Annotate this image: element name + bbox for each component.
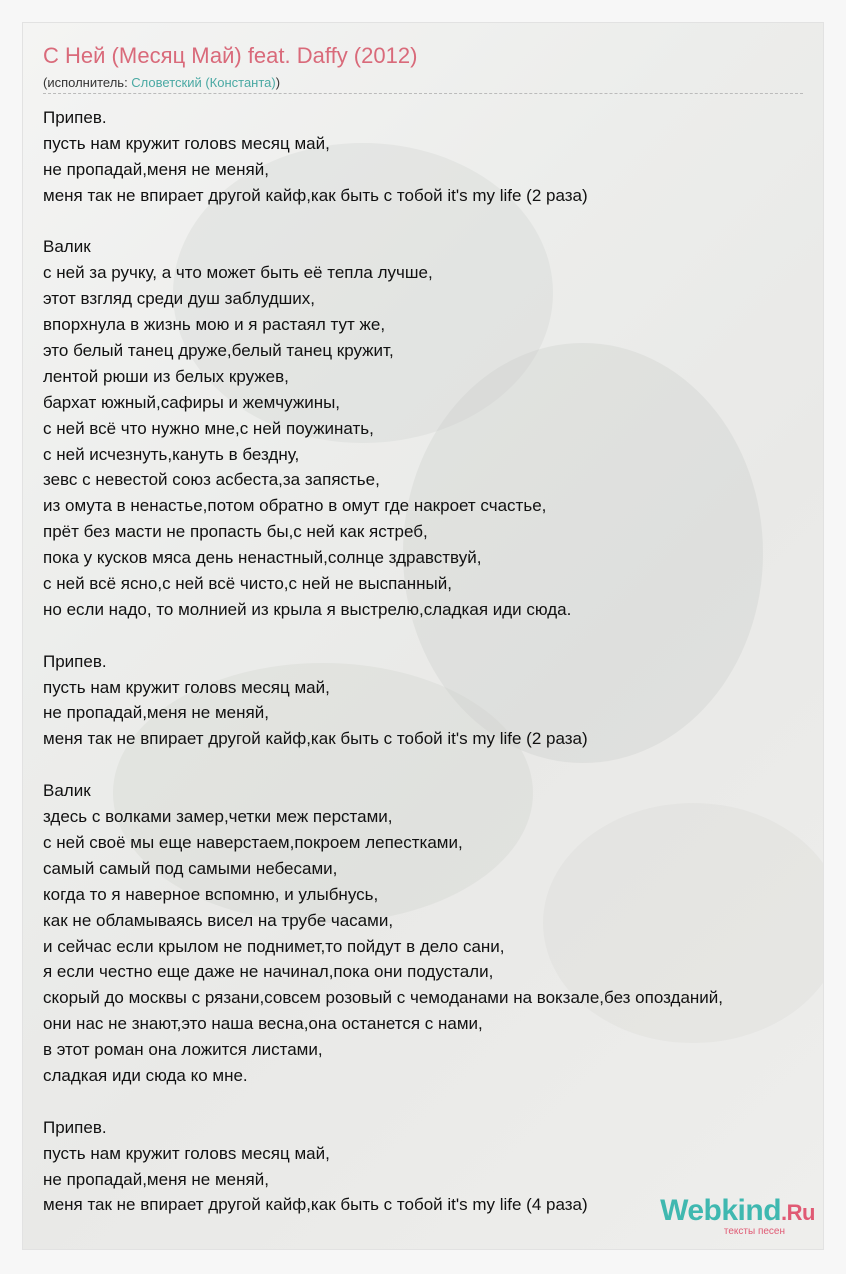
lyrics-line: сладкая иди сюда ко мне.	[43, 1065, 248, 1085]
lyrics-line: Припев.	[43, 651, 107, 671]
lyrics-line: и сейчас если крылом не поднимет,то пойдут в дело сани,	[43, 936, 505, 956]
lyrics-line: самый самый под самыми небесами,	[43, 858, 338, 878]
artist-suffix: )	[275, 75, 281, 90]
lyrics-line: они нас не знают,это наша весна,она останется с нами,	[43, 1014, 483, 1034]
logo-main-text: Webkind	[660, 1194, 782, 1227]
lyrics-body	[43, 105, 824, 1218]
lyrics-line: пусть нам кружит головs месяц май,	[43, 133, 330, 153]
logo-tld: .Ru	[781, 1200, 815, 1225]
lyrics-blank-line	[43, 752, 824, 778]
artist-link[interactable]: Словетский (Константа)	[131, 75, 276, 90]
lyrics-blank-line	[43, 209, 824, 235]
lyrics-line: с ней за ручку, а что может быть её тепла лучше,	[43, 263, 433, 283]
lyrics-line: бархат южный,сафиры и жемчужины,	[43, 392, 341, 412]
logo-subtitle: тексты песен	[723, 1226, 785, 1237]
lyrics-card	[22, 22, 824, 1250]
lyrics-line: с ней своё мы еще наверстаем,покроем лепестками,	[43, 832, 463, 852]
lyrics-line: меня так не впирает другой кайф,как быть с тобой it's my life (2 раза)	[43, 729, 588, 749]
lyrics-line: как не обламываясь висел на трубе часами,	[43, 910, 394, 930]
lyrics-line: из омута в ненастье,потом обратно в омут где накроет счастье,	[43, 496, 547, 516]
lyrics-blank-line	[43, 623, 824, 649]
lyrics-line: пусть нам кружит головs месяц май,	[43, 1143, 330, 1163]
lyrics-line: пока у кусков мяса день ненастный,солнце здравствуй,	[43, 548, 482, 568]
lyrics-line: лентой рюши из белых кружев,	[43, 366, 289, 386]
lyrics-line: с ней всё что нужно мне,с ней поужинать,	[43, 418, 374, 438]
lyrics-line: впорхнула в жизнь мою и я растаял тут же,	[43, 315, 386, 335]
lyrics-line: я если честно еще даже не начинал,пока они подустали,	[43, 962, 494, 982]
artist-line	[43, 75, 280, 90]
lyrics-line: пусть нам кружит головs месяц май,	[43, 677, 330, 697]
lyrics-line: не пропадай,меня не меняй,	[43, 159, 269, 179]
lyrics-line: когда то я наверное вспомню, и улыбнусь,	[43, 884, 379, 904]
lyrics-line: здесь с волками замер,четки меж перстами,	[43, 807, 393, 827]
lyrics-line: этот взгляд среди душ заблудших,	[43, 289, 316, 309]
lyrics-line: в этот роман она ложится листами,	[43, 1040, 323, 1060]
divider	[43, 93, 803, 94]
lyrics-line: Валик	[43, 781, 91, 801]
lyrics-line: не пропадай,меня не меняй,	[43, 703, 269, 723]
lyrics-line: Припев.	[43, 1117, 107, 1137]
lyrics-line: с ней всё ясно,с ней всё чисто,с ней не выспанный,	[43, 574, 452, 594]
lyrics-line: зевс с невестой союз асбеста,за запястье,	[43, 470, 380, 490]
lyrics-line: Припев.	[43, 108, 107, 127]
lyrics-line: скорый до москвы с рязани,совсем розовый с чемоданами на вокзале,без опозданий,	[43, 988, 723, 1008]
lyrics-line: это белый танец друже,белый танец кружит,	[43, 341, 394, 361]
lyrics-line: прёт без масти не пропасть бы,с ней как ястреб,	[43, 522, 428, 542]
lyrics-line: меня так не впирает другой кайф,как быть с тобой it's my life (4 раза)	[43, 1195, 588, 1215]
lyrics-line: не пропадай,меня не меняй,	[43, 1169, 269, 1189]
artist-prefix: (исполнитель:	[43, 75, 132, 90]
lyrics-line: меня так не впирает другой кайф,как быть с тобой it's my life (2 раза)	[43, 185, 588, 205]
song-title: С Ней (Месяц Май) feat. Daffy (2012)	[43, 43, 418, 68]
lyrics-blank-line	[43, 1089, 824, 1115]
site-logo[interactable]	[660, 1196, 815, 1237]
lyrics-line: Валик	[43, 237, 91, 257]
lyrics-line: но если надо, то молнией из крыла я выстрелю,сладкая иди сюда.	[43, 599, 572, 619]
lyrics-line: с ней исчезнуть,кануть в бездну,	[43, 444, 300, 464]
